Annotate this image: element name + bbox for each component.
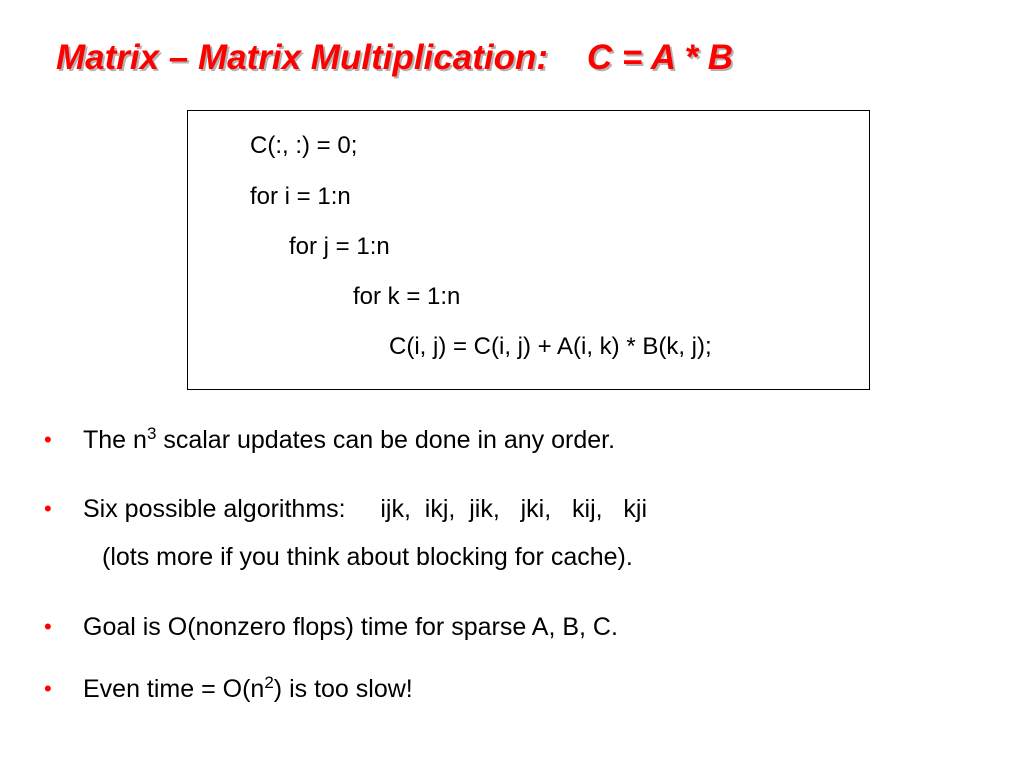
code-box [187,110,870,390]
bullet-text: Goal is O(nonzero flops) time for sparse A, B, C. [83,613,618,641]
bullet-marker: • [44,614,52,639]
code-line: for k = 1:n [353,283,461,310]
code-line: for j = 1:n [289,233,390,260]
code-line: C(:, :) = 0; [250,132,358,159]
bullet-text-part: The n [83,426,147,454]
bullet-continuation: (lots more if you think about blocking for cache). [102,543,633,571]
bullet-text [83,673,413,705]
bullet-marker: • [44,676,52,701]
bullet-text-part: Even time = O(n [83,675,265,703]
slide-title: Matrix – Matrix Multiplication: C = A * B [56,38,734,77]
bullet-text-part: ) is too slow! [273,675,413,703]
code-line: C(i, j) = C(i, j) + A(i, k) * B(k, j); [389,333,712,360]
bullet-marker: • [44,496,52,521]
bullet-text-part: scalar updates can be done in any order. [156,426,616,454]
bullet-marker: • [44,427,52,452]
superscript: 3 [146,424,157,443]
code-line: for i = 1:n [250,183,351,210]
bullet-text: Six possible algorithms: ijk, ikj, jik, jki, kij, kji [83,495,648,523]
superscript: 2 [264,673,274,692]
bullet-text [83,424,615,456]
